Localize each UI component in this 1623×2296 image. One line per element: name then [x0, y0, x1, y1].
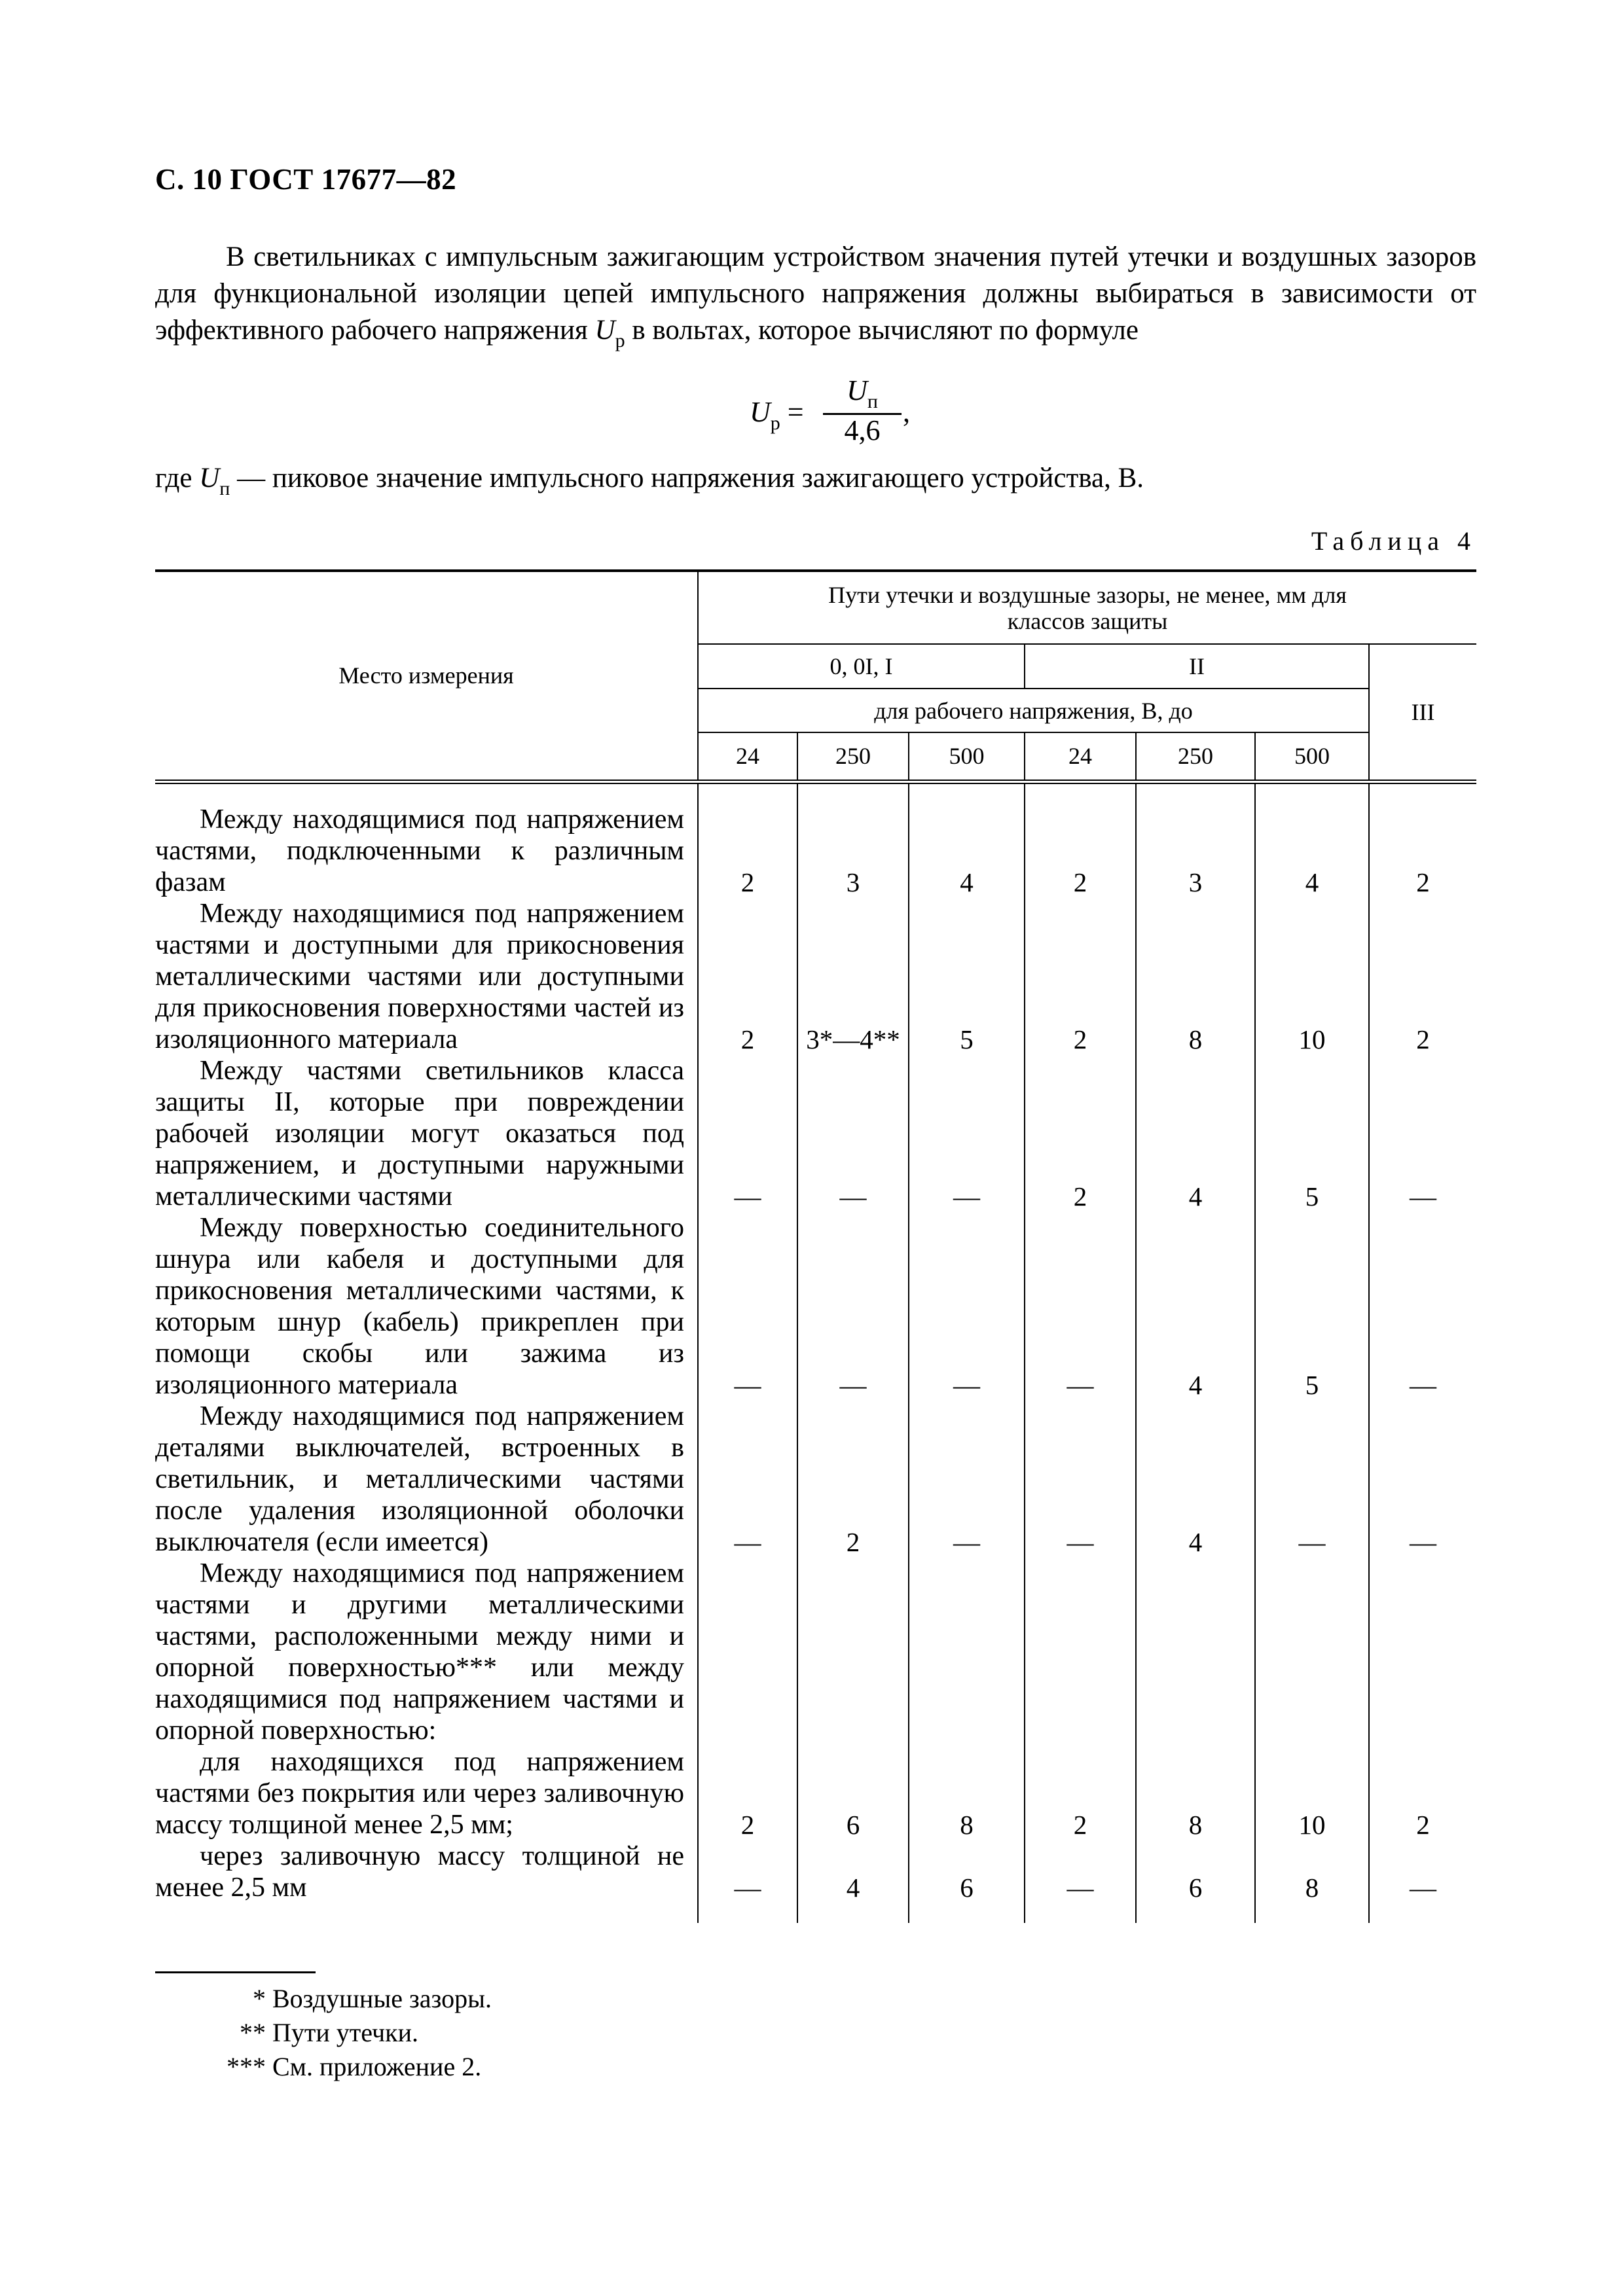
row-description-text: через заливочную массу толщиной не менее 2,5 мм: [155, 1840, 684, 1903]
row-description: [155, 1055, 698, 1212]
formula-fraction: [823, 374, 902, 445]
table-cell: —: [909, 1212, 1025, 1401]
formula-numerator: [823, 374, 902, 410]
table-cell: 8: [1136, 1746, 1255, 1840]
table-cell: 2: [1369, 781, 1476, 898]
table-cell: 2: [1025, 898, 1136, 1055]
row-description-text: для находящихся под напряжением частями без покрытия или через заливочную массу толщиной менее 2,5 мм;: [155, 1746, 684, 1840]
table-cell: —: [698, 1055, 797, 1212]
table-cell: —: [1025, 1212, 1136, 1401]
table-cell: 10: [1255, 1746, 1369, 1840]
table-cell: [1025, 1558, 1136, 1746]
table-cell: 4: [909, 781, 1025, 898]
where-prefix: где: [155, 463, 200, 493]
table-cell: —: [1369, 1055, 1476, 1212]
table-cell: 4: [1136, 1401, 1255, 1558]
footnote-mark: *: [253, 1984, 266, 2013]
header-place: Место измерения: [155, 571, 698, 781]
table-cell: 2: [1369, 1746, 1476, 1840]
page-header: С. 10 ГОСТ 17677—82: [155, 163, 457, 196]
row-description-text: Между находящимися под напряжением деталями выключателей, встроенных в светильник, и металлическими частями после удаления изоляционной оболочки выключателя (если имеется): [155, 1401, 684, 1557]
footnote: [220, 2050, 492, 2084]
table-caption: Таблица 4: [1311, 526, 1476, 556]
table-row: [155, 898, 1476, 1055]
table-cell: 3: [1136, 781, 1255, 898]
table-cell: [698, 1558, 797, 1746]
table-cell: —: [909, 1055, 1025, 1212]
table-cell: 6: [1136, 1840, 1255, 1923]
formula-denominator: 4,6: [844, 414, 881, 446]
table-cell: —: [797, 1212, 909, 1401]
table-cell: 8: [909, 1746, 1025, 1840]
table-cell: 2: [1369, 898, 1476, 1055]
table-cell: 3: [797, 781, 909, 898]
row-description: [155, 1212, 698, 1401]
footnote: [220, 2016, 492, 2050]
table-cell: —: [1025, 1401, 1136, 1558]
table-cell: —: [698, 1840, 797, 1923]
formula-lhs: [750, 395, 804, 434]
table-cell: —: [698, 1401, 797, 1558]
table-cell: 2: [1025, 781, 1136, 898]
formula-num-sub: п: [867, 391, 878, 412]
formula-equals: =: [780, 396, 804, 428]
row-description-text: Между поверхностью соединительного шнура или кабеля и доступными для прикосновения металлическими частями, к которым шнур (кабель) прикреплен при помощи скобы или зажима из изоляционного материала: [155, 1212, 684, 1400]
table-cell: 5: [909, 898, 1025, 1055]
table-cell: —: [1369, 1212, 1476, 1401]
table-cell: 8: [1255, 1840, 1369, 1923]
table-cell: [1369, 1558, 1476, 1746]
table-cell: 6: [797, 1746, 909, 1840]
footnote-mark: ***: [227, 2052, 266, 2081]
table-row: [155, 781, 1476, 898]
header-group: Пути утечки и воздушные зазоры, не менее, мм для классов защиты: [698, 571, 1476, 644]
footnote-text: Воздушные зазоры.: [272, 1984, 492, 2013]
table-cell: —: [698, 1212, 797, 1401]
table-row: [155, 1055, 1476, 1212]
table-cell: 4: [1136, 1055, 1255, 1212]
row-description-text: Между находящимися под напряжением частями и доступными для прикосновения металлическими частями или доступными для прикосновения поверхностями частей из изоляционного материала: [155, 898, 684, 1054]
footnote: [220, 1982, 492, 2016]
footnote-text: См. приложение 2.: [272, 2052, 482, 2081]
table-cell: —: [1025, 1840, 1136, 1923]
header-class-2: II: [1025, 644, 1369, 689]
intro-var-sub: р: [615, 330, 625, 351]
row-description: [155, 781, 698, 898]
footnotes: [220, 1982, 492, 2084]
row-description-text: Между находящимися под напряжением частями и другими металлическими частями, расположенными между ними и опорной поверхностью*** или между находящимися под напряжением частями и опорной поверхностью:: [155, 1558, 684, 1746]
table-cell: 2: [698, 1746, 797, 1840]
header-voltage-col: 24: [1025, 732, 1136, 781]
table-cell: —: [1369, 1840, 1476, 1923]
where-var: U: [199, 463, 220, 493]
header-class-0-01-1: 0, 0I, I: [698, 644, 1025, 689]
where-sub: п: [219, 478, 230, 499]
table-cell: 4: [1255, 781, 1369, 898]
table-cell: 2: [1025, 1746, 1136, 1840]
header-voltage-col: 500: [909, 732, 1025, 781]
table-cell: 8: [1136, 898, 1255, 1055]
intro-paragraph: [155, 239, 1476, 351]
row-description-text: Между частями светильников класса защиты II, которые при повреждении рабочей изоляции могут оказаться под напряжением, и доступными наружными металлическими частями: [155, 1055, 684, 1211]
table-cell: [1136, 1558, 1255, 1746]
table-cell: 5: [1255, 1212, 1369, 1401]
header-voltage-col: 500: [1255, 732, 1369, 781]
formula-lhs-var: U: [750, 396, 771, 428]
formula-lhs-sub: р: [770, 412, 780, 434]
table-cell: —: [797, 1055, 909, 1212]
table-cell: 4: [1136, 1212, 1255, 1401]
where-text: — пиковое значение импульсного напряжения зажигающего устройства, В.: [230, 463, 1144, 493]
row-description: [155, 1558, 698, 1746]
table-cell: [797, 1558, 909, 1746]
formula-comma: ,: [903, 396, 910, 428]
table-cell: 2: [698, 898, 797, 1055]
where-line: [155, 460, 1144, 499]
row-description: [155, 898, 698, 1055]
table-cell: 6: [909, 1840, 1025, 1923]
header-class-3: III: [1369, 644, 1476, 781]
table-cell: 2: [797, 1401, 909, 1558]
table-row: [155, 1746, 1476, 1840]
row-description: [155, 1840, 698, 1923]
formula-num-var: U: [847, 374, 867, 406]
intro-text-after: в вольтах, которое вычисляют по формуле: [625, 315, 1139, 346]
table-cell: [1255, 1558, 1369, 1746]
table-cell: 2: [698, 781, 797, 898]
table-cell: —: [909, 1401, 1025, 1558]
table-cell: 10: [1255, 898, 1369, 1055]
table-cell: —: [1369, 1401, 1476, 1558]
footnote-mark: **: [240, 2018, 266, 2047]
footnote-text: Пути утечки.: [272, 2018, 418, 2047]
table-row: [155, 1558, 1476, 1746]
header-voltage: для рабочего напряжения, В, до: [698, 689, 1369, 732]
table-row: [155, 1840, 1476, 1923]
table-4: [155, 569, 1476, 1923]
header-voltage-col: 250: [797, 732, 909, 781]
table-cell: 2: [1025, 1055, 1136, 1212]
table-cell: —: [1255, 1401, 1369, 1558]
row-description: [155, 1401, 698, 1558]
table-cell: [909, 1558, 1025, 1746]
table-cell: 3*—4**: [797, 898, 909, 1055]
table-cell: 4: [797, 1840, 909, 1923]
header-voltage-col: 250: [1136, 732, 1255, 781]
header-voltage-col: 24: [698, 732, 797, 781]
table-row: [155, 1212, 1476, 1401]
table-cell: 5: [1255, 1055, 1369, 1212]
intro-var-u: U: [594, 315, 615, 346]
row-description-text: Между находящимися под напряжением частями, подключенными к различным фазам: [155, 804, 684, 897]
intro-text-before: В светильниках с импульсным зажигающим устройством значения путей утечки и воздушных зазоров для функциональной изоляции цепей импульсного напряжения должны выбираться в зависимости от эффективного рабочего напряжения: [155, 242, 1476, 346]
row-description: [155, 1746, 698, 1840]
footnote-separator: [155, 1971, 316, 1973]
table-row: [155, 1401, 1476, 1558]
